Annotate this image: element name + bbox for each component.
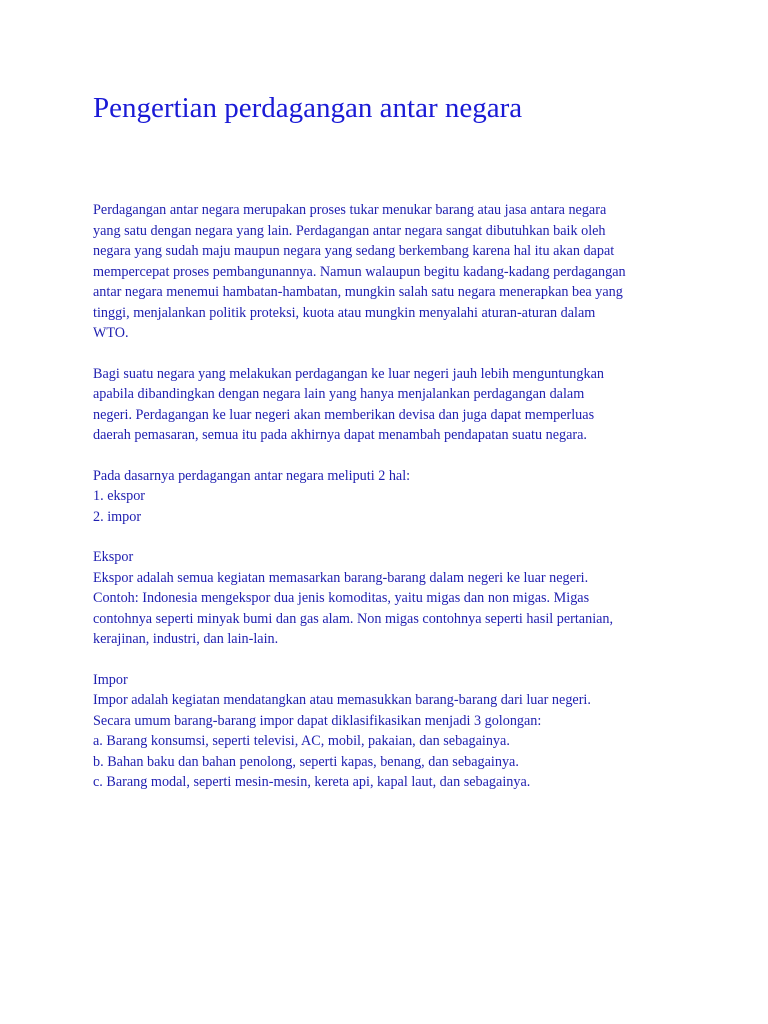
text-line: negara yang sudah maju maupun negara yang sedang berkembang karena hal itu akan dapat <box>93 243 615 259</box>
text-line: yang satu dengan negara yang lain. Perdagangan antar negara sangat dibutuhkan baik oleh <box>93 222 606 239</box>
section-heading: Ekspor <box>93 549 134 565</box>
list-item: b. Bahan baku dan bahan penolong, seperti kapas, benang, dan sebagainya. <box>93 753 519 770</box>
list-item: 1. ekspor <box>93 488 146 504</box>
section-ekspor <box>93 547 713 650</box>
paragraph-benefits <box>93 364 713 446</box>
text-line: Bagi suatu negara yang melakukan perdagangan ke luar negeri jauh lebih menguntungkan <box>93 365 604 382</box>
text-line: Contoh: Indonesia mengekspor dua jenis komoditas, yaitu migas dan non migas. Migas <box>93 590 590 606</box>
paragraph-definition <box>93 200 713 344</box>
section-impor <box>93 670 713 793</box>
text-line: Impor adalah kegiatan mendatangkan atau memasukkan barang-barang dari luar negeri. <box>93 692 591 708</box>
text-line: daerah pemasaran, semua itu pada akhirnya dapat menambah pendapatan suatu negara. <box>93 427 587 443</box>
document-body <box>93 200 713 813</box>
text-line: WTO. <box>93 325 129 341</box>
list-item: 2. impor <box>93 508 142 525</box>
text-line: apabila dibandingkan dengan negara lain yang hanya menjalankan perdagangan dalam <box>93 386 585 402</box>
paragraph-scope-list <box>93 466 713 528</box>
text-line: contohnya seperti minyak bumi dan gas alam. Non migas contohnya seperti hasil pertanian, <box>93 610 614 627</box>
text-line: mempercepat proses pembangunannya. Namun walaupun begitu kadang-kadang perdagangan <box>93 263 626 280</box>
section-heading: Impor <box>93 671 128 688</box>
text-line: kerajinan, industri, dan lain-lain. <box>93 631 279 647</box>
text-line: negeri. Perdagangan ke luar negeri akan memberikan devisa dan juga dapat memperluas <box>93 406 595 423</box>
text-line: Perdagangan antar negara merupakan proses tukar menukar barang atau jasa antara negara <box>93 202 607 218</box>
text-line: Pada dasarnya perdagangan antar negara meliputi 2 hal: <box>93 467 411 484</box>
page-title: Pengertian perdagangan antar negara <box>93 92 523 124</box>
text-line: Secara umum barang-barang impor dapat diklasifikasikan menjadi 3 golongan: <box>93 712 542 729</box>
list-item: a. Barang konsumsi, seperti televisi, AC, mobil, pakaian, dan sebagainya. <box>93 733 510 749</box>
text-line: Ekspor adalah semua kegiatan memasarkan barang-barang dalam negeri ke luar negeri. <box>93 569 589 586</box>
list-item: c. Barang modal, seperti mesin-mesin, kereta api, kapal laut, dan sebagainya. <box>93 774 531 790</box>
text-line: antar negara menemui hambatan-hambatan, mungkin salah satu negara menerapkan bea yang <box>93 284 623 300</box>
text-line: tinggi, menjalankan politik proteksi, kuota atau mungkin menyalahi aturan-aturan dalam <box>93 304 596 321</box>
